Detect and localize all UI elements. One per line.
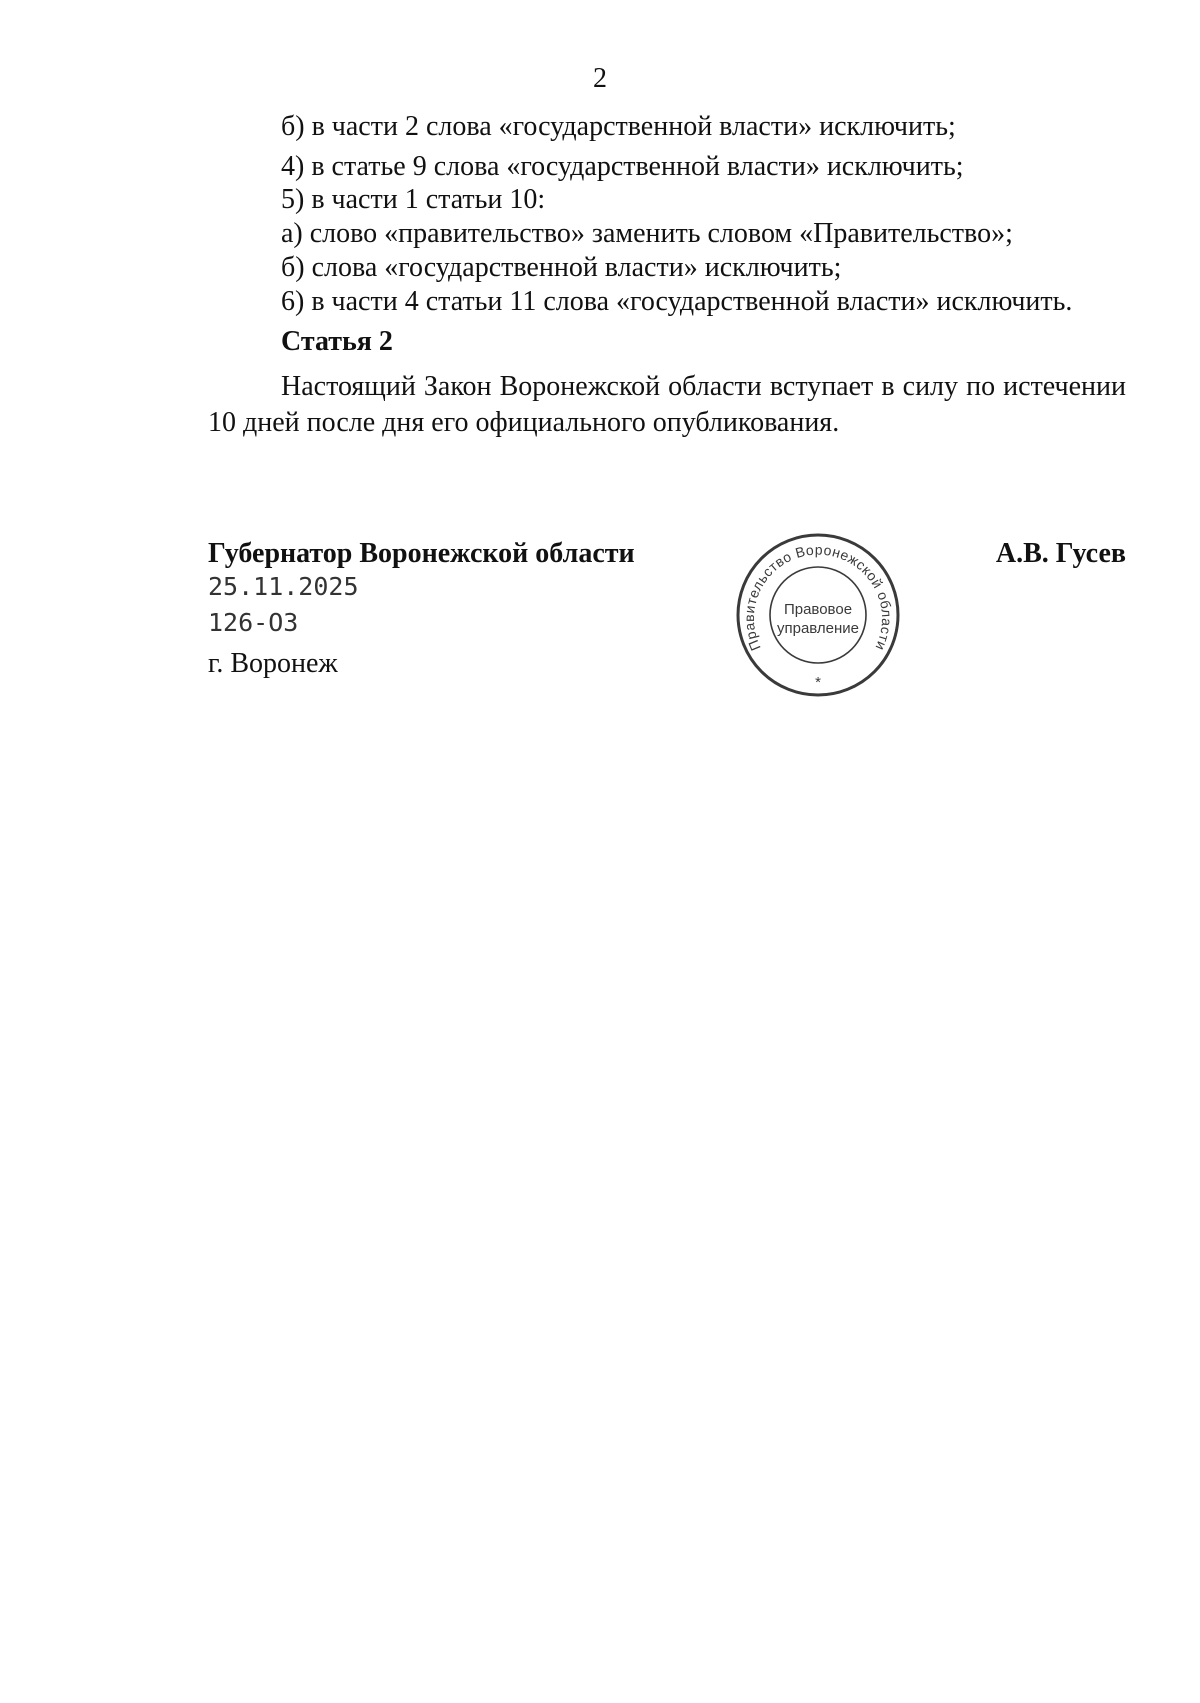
article-heading: Статья 2 [281, 326, 393, 357]
city-name: г. Воронеж [208, 648, 338, 679]
amendment-item: 5) в части 1 статьи 10: [281, 184, 546, 215]
stamp-center-line-1: Правовое [783, 601, 853, 618]
stamp-ring-text: Правительство Воронежской области [740, 541, 896, 654]
law-date: 25.11.2025 [208, 572, 359, 601]
amendment-item: а) слово «правительство» заменить словом «Правительство»; [281, 218, 1013, 249]
official-stamp [733, 530, 903, 700]
amendment-item: б) в части 2 слова «государственной власти» исключить; [281, 111, 956, 142]
amendment-item: б) слова «государственной власти» исключить; [281, 252, 842, 283]
stamp-center-line-2: управление [776, 620, 860, 637]
stamp-star-icon: * [815, 674, 821, 691]
governor-name: А.В. Гусев [995, 538, 1126, 569]
law-number: 126-ОЗ [208, 608, 299, 637]
article-paragraph: Настоящий Закон Воронежской области вступает в силу по истечении 10 дней после дня его официального опубликования. [208, 371, 1126, 438]
page-number: 2 [593, 63, 607, 94]
amendment-item: 6) в части 4 статьи 11 слова «государственной власти» исключить. [281, 286, 1073, 317]
amendment-item: 4) в статье 9 слова «государственной власти» исключить; [281, 151, 964, 182]
governor-title: Губернатор Воронежской области [208, 538, 635, 569]
